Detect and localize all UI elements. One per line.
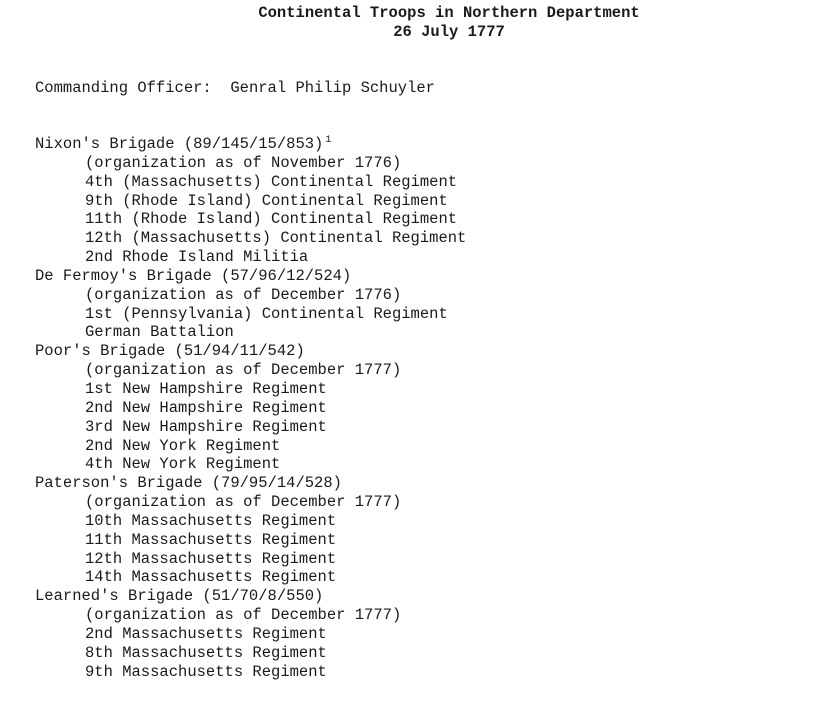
brigade-block	[35, 342, 466, 474]
regiment-item: 1st New Hampshire Regiment	[85, 379, 327, 398]
brigade-list	[35, 135, 466, 681]
regiment-item: 10th Massachusetts Regiment	[85, 511, 337, 530]
regiment-item: 2nd New York Regiment	[85, 436, 281, 455]
brigade-heading	[35, 135, 466, 154]
regiment-item: 2nd Massachusetts Regiment	[85, 624, 327, 643]
brigade-heading	[35, 474, 466, 493]
brigade-block	[35, 135, 466, 267]
document-date: 26 July 1777	[393, 23, 505, 41]
regiment-item: 4th New York Regiment	[85, 455, 281, 474]
regiment-item: German Battalion	[85, 323, 234, 342]
brigade-heading	[35, 267, 466, 286]
brigade-organization-note: (organization as of December 1777)	[85, 493, 402, 512]
brigade-name: Paterson's Brigade (79/95/14/528)	[35, 474, 342, 493]
regiment-item: 1st (Pennsylvania) Continental Regiment	[85, 304, 448, 323]
regiment-item: 12th Massachusetts Regiment	[85, 549, 337, 568]
brigade-block	[35, 587, 466, 681]
footnote-marker[interactable]: 1	[325, 135, 332, 146]
brigade-block	[35, 267, 466, 342]
regiment-item: 3rd New Hampshire Regiment	[85, 417, 327, 436]
brigade-heading	[35, 587, 466, 606]
document-header	[0, 4, 818, 42]
brigade-organization-note: (organization as of December 1777)	[85, 361, 402, 380]
regiment-item: 2nd Rhode Island Militia	[85, 248, 309, 267]
regiment-item: 11th Massachusetts Regiment	[85, 530, 337, 549]
regiment-item: 8th Massachusetts Regiment	[85, 643, 327, 662]
commanding-officer-label: Commanding Officer:	[35, 79, 212, 97]
brigade-name: Learned's Brigade (51/70/8/550)	[35, 587, 324, 606]
brigade-heading	[35, 342, 466, 361]
regiment-item: 14th Massachusetts Regiment	[85, 568, 337, 587]
brigade-name: De Fermoy's Brigade (57/96/12/524)	[35, 266, 352, 285]
brigade-organization-note: (organization as of December 1776)	[85, 285, 402, 304]
regiment-item: 11th (Rhode Island) Continental Regiment	[85, 210, 458, 229]
brigade-organization-note: (organization as of November 1776)	[85, 153, 402, 172]
brigade-organization-note: (organization as of December 1777)	[85, 606, 402, 625]
brigade-name: Nixon's Brigade (89/145/15/853)	[35, 135, 324, 153]
regiment-item: 4th (Massachusetts) Continental Regiment	[85, 172, 458, 191]
regiment-item: 9th (Rhode Island) Continental Regiment	[85, 191, 448, 210]
document-title: Continental Troops in Northern Department	[258, 4, 640, 22]
regiment-item: 2nd New Hampshire Regiment	[85, 398, 327, 417]
brigade-block	[35, 474, 466, 587]
commanding-officer-name: Genral Philip Schuyler	[230, 79, 435, 97]
regiment-item: 12th (Massachusetts) Continental Regiment	[85, 229, 467, 248]
brigade-name: Poor's Brigade (51/94/11/542)	[35, 342, 305, 361]
commanding-officer-line	[35, 79, 435, 98]
regiment-item: 9th Massachusetts Regiment	[85, 662, 327, 681]
